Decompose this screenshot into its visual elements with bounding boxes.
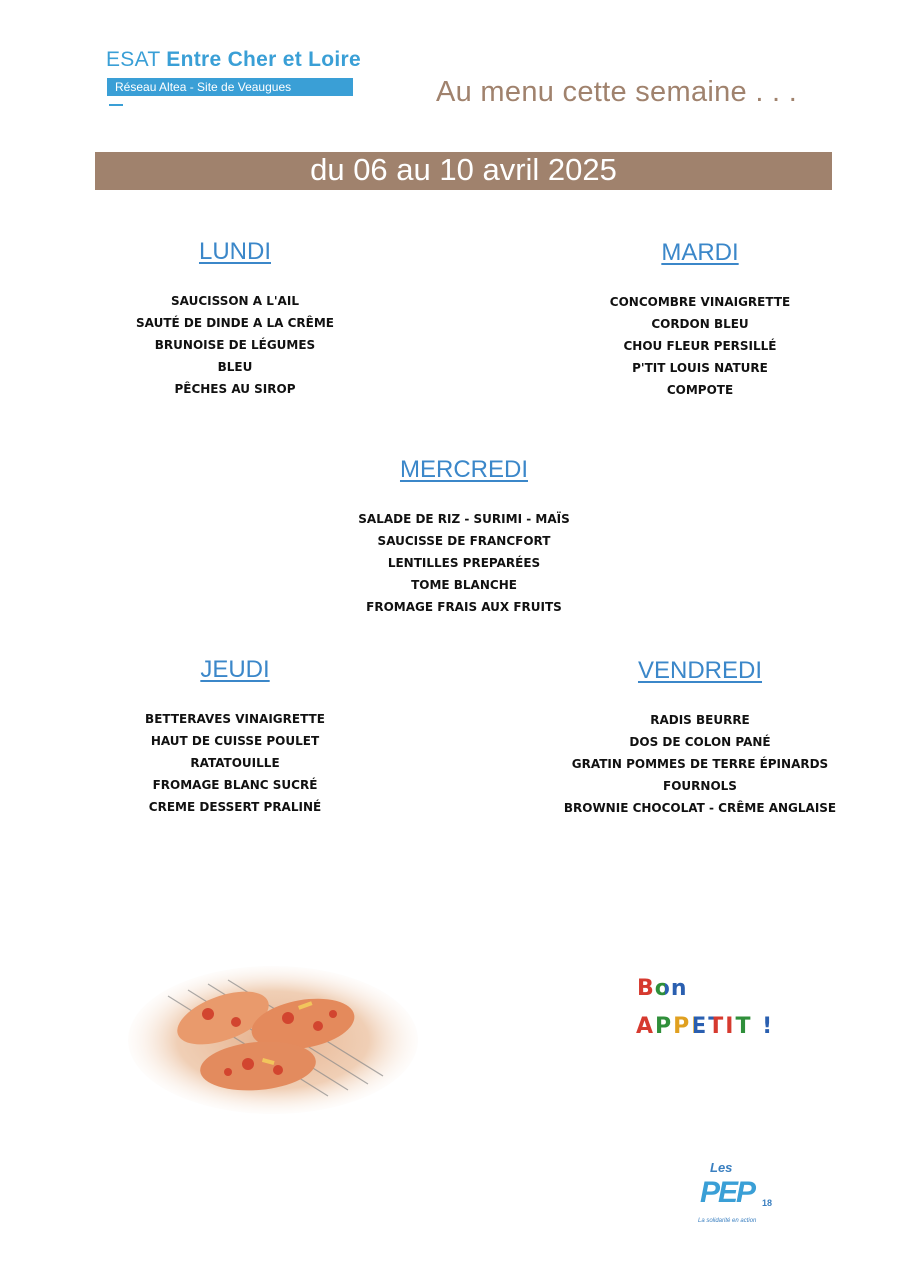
dish-item: LENTILLES PREPARÉES xyxy=(387,556,541,570)
dish-item: FOURNOLS xyxy=(663,779,737,793)
menu-tagline: Au menu cette semaine . . . xyxy=(436,76,798,108)
day-title: LUNDI xyxy=(198,238,271,265)
pep-logo xyxy=(698,1160,780,1232)
day-mardi xyxy=(560,239,840,401)
appetit-text xyxy=(636,1014,774,1039)
dish-item: FROMAGE FRAIS AUX FRUITS xyxy=(366,600,562,614)
dish-item: HAUT DE CUISSE POULET xyxy=(150,734,320,748)
dish-item: CHOU FLEUR PERSILLÉ xyxy=(623,339,777,353)
dish-item: DOS DE COLON PANÉ xyxy=(629,735,771,749)
date-range: du 06 au 10 avril 2025 xyxy=(310,152,617,187)
dish-item: RATATOUILLE xyxy=(190,756,280,770)
network-subtitle: Réseau Altea - Site de Veaugues xyxy=(107,78,353,96)
dish-item: RADIS BEURRE xyxy=(650,713,750,727)
day-title: JEUDI xyxy=(200,656,270,683)
day-title: VENDREDI xyxy=(637,657,763,684)
org-name: Entre Cher et Loire xyxy=(166,48,362,71)
day-title: MARDI xyxy=(661,239,739,266)
dish-item: BLEU xyxy=(217,360,253,374)
pep-les: Les xyxy=(710,1160,733,1175)
dish-item: COMPOTE xyxy=(666,383,734,397)
dish-item: SAUTÉ DE DINDE A LA CRÊME xyxy=(136,316,334,330)
dish-item: PÊCHES AU SIROP xyxy=(174,382,296,396)
dish-item: CREME DESSERT PRALINÉ xyxy=(148,800,322,814)
day-vendredi xyxy=(545,657,855,819)
bon-word: Bon xyxy=(637,976,688,1001)
dish-item: BROWNIE CHOCOLAT - CRÊME ANGLAISE xyxy=(563,801,837,815)
day-mercredi xyxy=(314,456,614,618)
logo-divider xyxy=(109,104,123,106)
dish-item: P'TIT LOUIS NATURE xyxy=(632,361,768,375)
dish-item: SALADE DE RIZ - SURIMI - MAÏS xyxy=(358,512,570,526)
pep-number: 18 xyxy=(762,1198,773,1208)
dish-item: TOME BLANCHE xyxy=(411,578,517,592)
dish-item: CORDON BLEU xyxy=(651,317,749,331)
dish-item: SAUCISSE DE FRANCFORT xyxy=(377,534,551,548)
dish-item: SAUCISSON A L'AIL xyxy=(171,294,299,308)
day-jeudi xyxy=(104,656,366,818)
appetit-word: APPETIT ! xyxy=(636,1014,775,1039)
dish-item: BRUNOISE DE LÉGUMES xyxy=(154,338,316,352)
dish-item: FROMAGE BLANC SUCRÉ xyxy=(152,778,318,792)
pizza-illustration xyxy=(128,966,418,1114)
organization-name xyxy=(106,48,361,72)
dish-item: GRATIN POMMES DE TERRE ÉPINARDS xyxy=(571,757,829,771)
pep-tagline: La solidarité en action xyxy=(698,1218,757,1224)
date-banner xyxy=(95,152,832,190)
pep-word: PEP xyxy=(700,1176,755,1209)
dish-item: BETTERAVES VINAIGRETTE xyxy=(145,712,325,726)
bon-text xyxy=(637,976,688,1001)
dish-item: CONCOMBRE VINAIGRETTE xyxy=(609,295,791,309)
day-title: MERCREDI xyxy=(399,456,528,483)
day-lundi xyxy=(104,238,366,400)
org-prefix: ESAT xyxy=(106,48,161,71)
